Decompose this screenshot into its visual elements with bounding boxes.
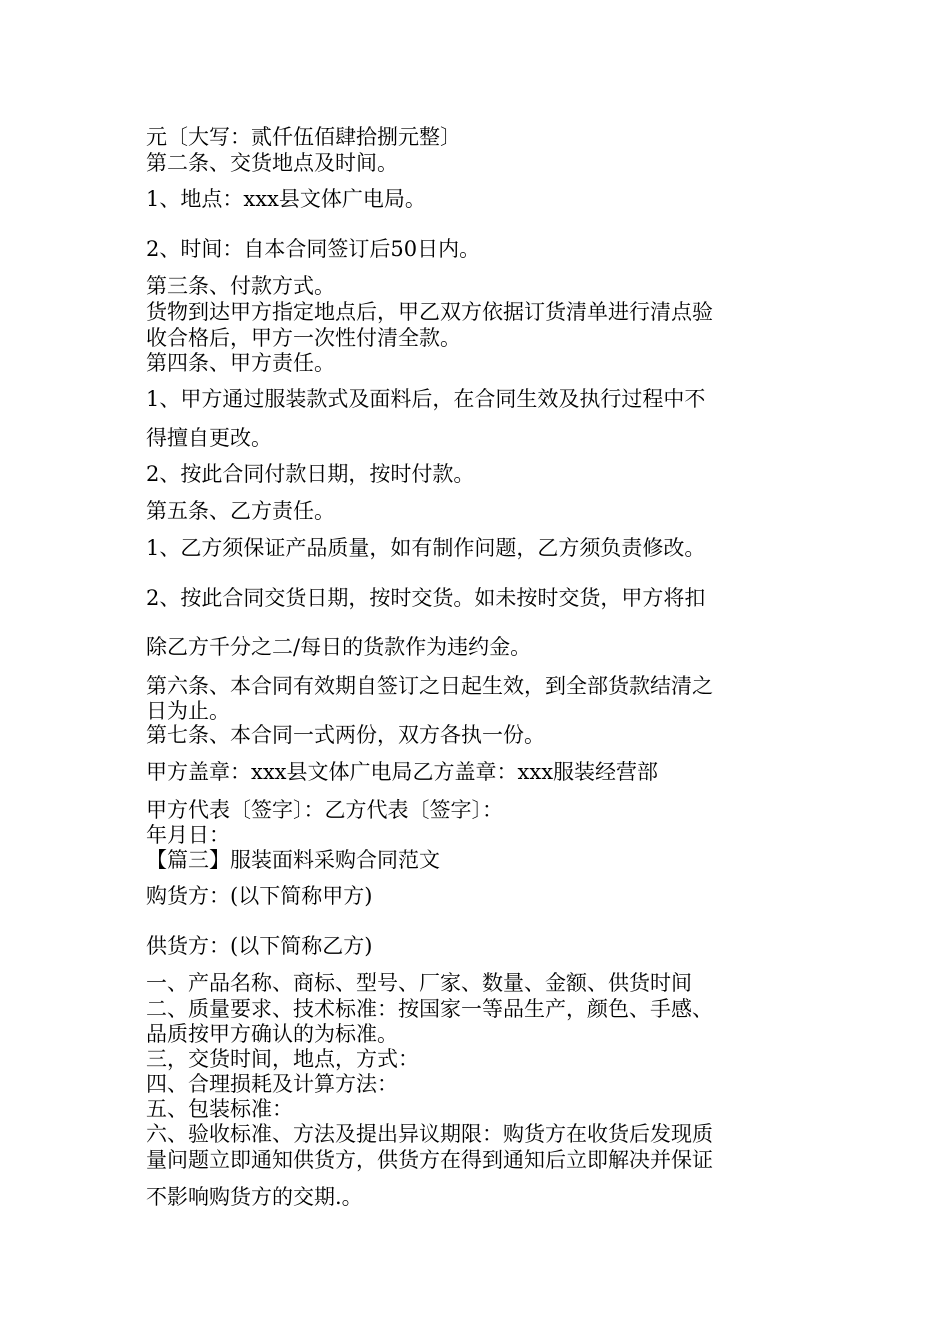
text-line: 三，交货时间，地点，方式：: [146, 1047, 419, 1071]
text-line: 四、合理损耗及计算方法：: [146, 1072, 398, 1096]
text-line: 得擅自更改。: [146, 426, 272, 450]
text-line: 品质按甲方确认的为标准。: [146, 1022, 398, 1046]
text-line: 第二条、交货地点及时间。: [146, 151, 398, 175]
text-line: 1、甲方通过服装款式及面料后，在合同生效及执行过程中不: [146, 387, 706, 411]
text-line: 二、质量要求、技术标准：按国家一等品生产，颜色、手感、: [146, 997, 713, 1021]
text-line: 元〔大写：贰仟伍佰肆拾捌元整〕: [146, 125, 461, 149]
text-line: 2、时间：自本合同签订后50日内。: [146, 237, 481, 261]
text-line: 货物到达甲方指定地点后，甲乙双方依据订货清单进行清点验: [146, 300, 713, 324]
text-line: 除乙方千分之二/每日的货款作为违约金。: [146, 635, 532, 659]
text-line: 甲方盖章：xxx县文体广电局乙方盖章：xxx服装经营部: [146, 760, 659, 784]
text-line: 1、地点：xxx县文体广电局。: [146, 187, 426, 211]
text-line: 第七条、本合同一式两份，双方各执一份。: [146, 723, 545, 747]
section-heading: 【篇三】服装面料采购合同范文: [146, 848, 440, 872]
text-line: 六、验收标准、方法及提出异议期限：购货方在收货后发现质: [146, 1122, 713, 1146]
text-line: 五、包装标准：: [146, 1097, 293, 1121]
text-line: 2、按此合同交货日期，按时交货。如未按时交货，甲方将扣: [146, 586, 706, 610]
text-line: 不影响购货方的交期.。: [146, 1185, 363, 1209]
text-line: 第三条、付款方式。: [146, 274, 335, 298]
text-line: 量问题立即通知供货方，供货方在得到通知后立即解决并保证: [146, 1148, 713, 1172]
text-line: 2、按此合同付款日期，按时付款。: [146, 462, 475, 486]
text-line: 收合格后，甲方一次性付清全款。: [146, 326, 461, 350]
text-line: 一、产品名称、商标、型号、厂家、数量、金额、供货时间: [146, 971, 692, 995]
text-line: 第四条、甲方责任。: [146, 351, 335, 375]
text-line: 第六条、本合同有效期自签订之日起生效，到全部货款结清之: [146, 674, 713, 698]
text-line: 日为止。: [146, 699, 230, 723]
text-line: 购货方：(以下简称甲方): [146, 884, 373, 908]
text-line: 第五条、乙方责任。: [146, 499, 335, 523]
text-line: 甲方代表〔签字〕：乙方代表〔签字〕：: [146, 798, 503, 822]
text-line: 1、乙方须保证产品质量，如有制作问题，乙方须负责修改。: [146, 536, 706, 560]
text-line: 年月日：: [146, 823, 230, 847]
text-line: 供货方：(以下简称乙方): [146, 934, 373, 958]
